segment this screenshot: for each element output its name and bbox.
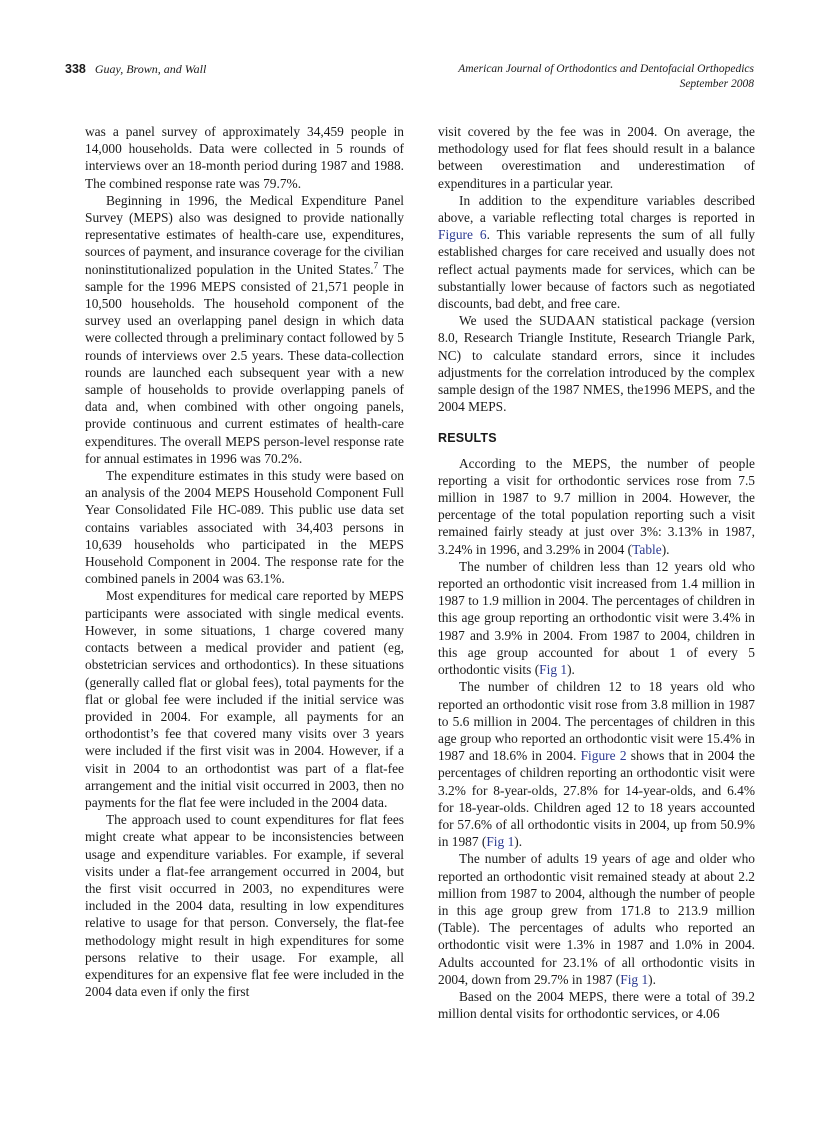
- text-span: ).: [514, 834, 523, 850]
- header-left: [65, 62, 206, 77]
- text-span: ).: [661, 541, 670, 557]
- table-link[interactable]: Table: [632, 541, 662, 557]
- text-span: shows that in 2004 the percentages of children reporting an orthodontic visit were 3.2% for 8-year-olds, 27.8% for 14-year-olds, and 6.4% for 18-year-olds. Children aged 12 to 18 years accounted for 57.6% of all orthodontic visits in 2004, up from 50.9% in 1987 (: [438, 748, 755, 850]
- fig-1-link[interactable]: Fig 1: [539, 662, 568, 678]
- text-span: In addition to the expenditure variables described above, a variable reflecting total charges is reported in: [438, 192, 755, 226]
- paragraph: Most expenditures for medical care reported by MEPS participants were associated with single medical events. However, in some situations, 1 charge covered many contacts between a medical provider and patient (eg, obstetrician services and orthodontics). In these situations (generally called flat or global fees), total payments for the flat or global fee were included if the initial service was provided in 2004. For example, all payments for an orthodontist’s fee that covered many visits over 3 years were included if the first visit was in 2004. However, if a visit in 2004 to an orthodontist was part of a flat-fee arrangement and the initial visit occurred in 2003, then no payments for the flat fee were included in the 2004 data.: [85, 588, 404, 810]
- paragraph: [438, 850, 755, 988]
- journal-title: American Journal of Orthodontics and Dentofacial Orthopedics: [458, 63, 754, 75]
- header-right: [458, 62, 754, 92]
- issue-date: September 2008: [679, 78, 754, 90]
- paragraph: was a panel survey of approximately 34,459 people in 14,000 households. Data were collected in 5 rounds of interviews over an 18-month period during 1987 and 1988. The combined response rate was 79.7%.: [85, 124, 404, 191]
- paragraph: [438, 678, 755, 850]
- running-authors: Guay, Brown, and Wall: [94, 62, 207, 76]
- figure-6-link[interactable]: Figure 6: [438, 227, 487, 243]
- reference-superscript[interactable]: 7: [373, 260, 379, 271]
- paragraph: Based on the 2004 MEPS, there were a total of 39.2 million dental visits for orthodontic services, or 4.06: [438, 988, 755, 1022]
- figure-2-link[interactable]: Figure 2: [580, 748, 627, 764]
- section-heading-results: RESULTS: [438, 431, 497, 446]
- text-span: According to the MEPS, the number of people reporting a visit for orthodontic services rose from 7.5 million in 1987 to 9.7 million in 2004. However, the percentage of the total population reporting such a visit remained fairly steady at just over 3%: 3.13% in 1987, 3.24% in 1996, and 3.29% in 2004 (: [438, 455, 755, 557]
- paragraph: visit covered by the fee was in 2004. On average, the methodology used for flat fees should result in a balance between overestimation and underestimation of expenditures in a particular year.: [438, 124, 755, 191]
- text-span: The number of adults 19 years of age and older who reported an orthodontic visit remained steady at about 2.2 million from 1987 to 2004, although the number of people in this age group grew from 171.8 to 213.9 million (Table). The percentages of adults who reported an orthodontic visit were 1.3% in 1987 and 1.0% in 2004. Adults accounted for 23.1% of all orthodontic visits in 2004, down from 29.7% in 1987 (: [438, 851, 755, 987]
- text-span: . This variable represents the sum of all fully established charges for care received and usually does not reflect actual payments made for services, which can be substantially lower because of factors such as negotiated discounts, bad debt, and free care.: [438, 227, 755, 312]
- paragraph: The approach used to count expenditures for flat fees might create what appear to be inconsistencies between usage and expenditure variables. For example, if several visits under a flat-fee arrangement occurred in 2004, but the first visit occurred in 2003, no expenditures were included in the 2004 data, resulting in low expenditures relative to usage for that person. Conversely, the flat-fee methodology might result in high expenditures for some persons relative to their usage. For example, all expenditures for an expensive flat fee were included in the 2004 data even if only the first: [85, 812, 404, 1000]
- text-span: ).: [567, 662, 575, 678]
- paragraph: [438, 558, 755, 678]
- paragraph: [85, 192, 404, 467]
- fig-1-link[interactable]: Fig 1: [620, 971, 649, 987]
- text-span: The sample for the 1996 MEPS consisted of 21,571 people in 10,500 households. The household component of the survey used an overlapping panel design in which data were collected through a preliminary contact followed by 5 rounds of interviews over 2.5 years. These data-collection rounds are launched each subsequent year with a new sample of households to provide overlapping panels of data and, when combined with other ongoing panels, provide continuous and current estimates of health-care expenditures. The overall MEPS person-level response rate for annual estimates in 1996 was 70.2%.: [85, 261, 404, 466]
- right-column: [438, 123, 755, 1022]
- paragraph: We used the SUDAAN statistical package (version 8.0, Research Triangle Institute, Research Triangle Park, NC) to calculate standard errors, since it includes adjustments for the correlation introduced by the complex sample design of the 1987 NMES, the1996 MEPS, and the 2004 MEPS.: [438, 313, 755, 415]
- paragraph: The expenditure estimates in this study were based on an analysis of the 2004 MEPS Household Component Full Year Consolidated File HC-089. This public use data set contains variables associated with 34,403 persons in 10,639 households who participated in the MEPS Household Component in 2004. The response rate for the combined panels in 2004 was 63.1%.: [85, 468, 404, 587]
- text-span: The number of children less than 12 years old who reported an orthodontic visit increased from 1.4 million in 1987 to 1.9 million in 2004. The percentages of children in this age group reporting an orthodontic visit were 3.4% in 1987 and 3.9% in 2004. From 1987 to 2004, children in this age group accounted for about 1 of every 5 orthodontic visits (: [438, 558, 755, 678]
- page-number: 338: [65, 62, 86, 76]
- text-span: The number of children 12 to 18 years old who reported an orthodontic visit rose from 3.8 million in 1987 to 5.6 million in 2004. The percentages of children in this age group who reported an orthodontic visit were 15.4% in 1987 and 18.6% in 2004.: [438, 679, 755, 764]
- paragraph: [438, 455, 755, 558]
- fig-1-link[interactable]: Fig 1: [486, 834, 515, 850]
- text-span: Beginning in 1996, the Medical Expenditure Panel Survey (MEPS) also was designed to provide nationally representative estimates of health-care use, expenditures, sources of payment, and insurance coverage for the civilian noninstitutionalized population in the United States.: [85, 192, 404, 277]
- paragraph: [438, 192, 755, 312]
- left-column: [85, 123, 404, 1000]
- text-span: ).: [648, 971, 656, 987]
